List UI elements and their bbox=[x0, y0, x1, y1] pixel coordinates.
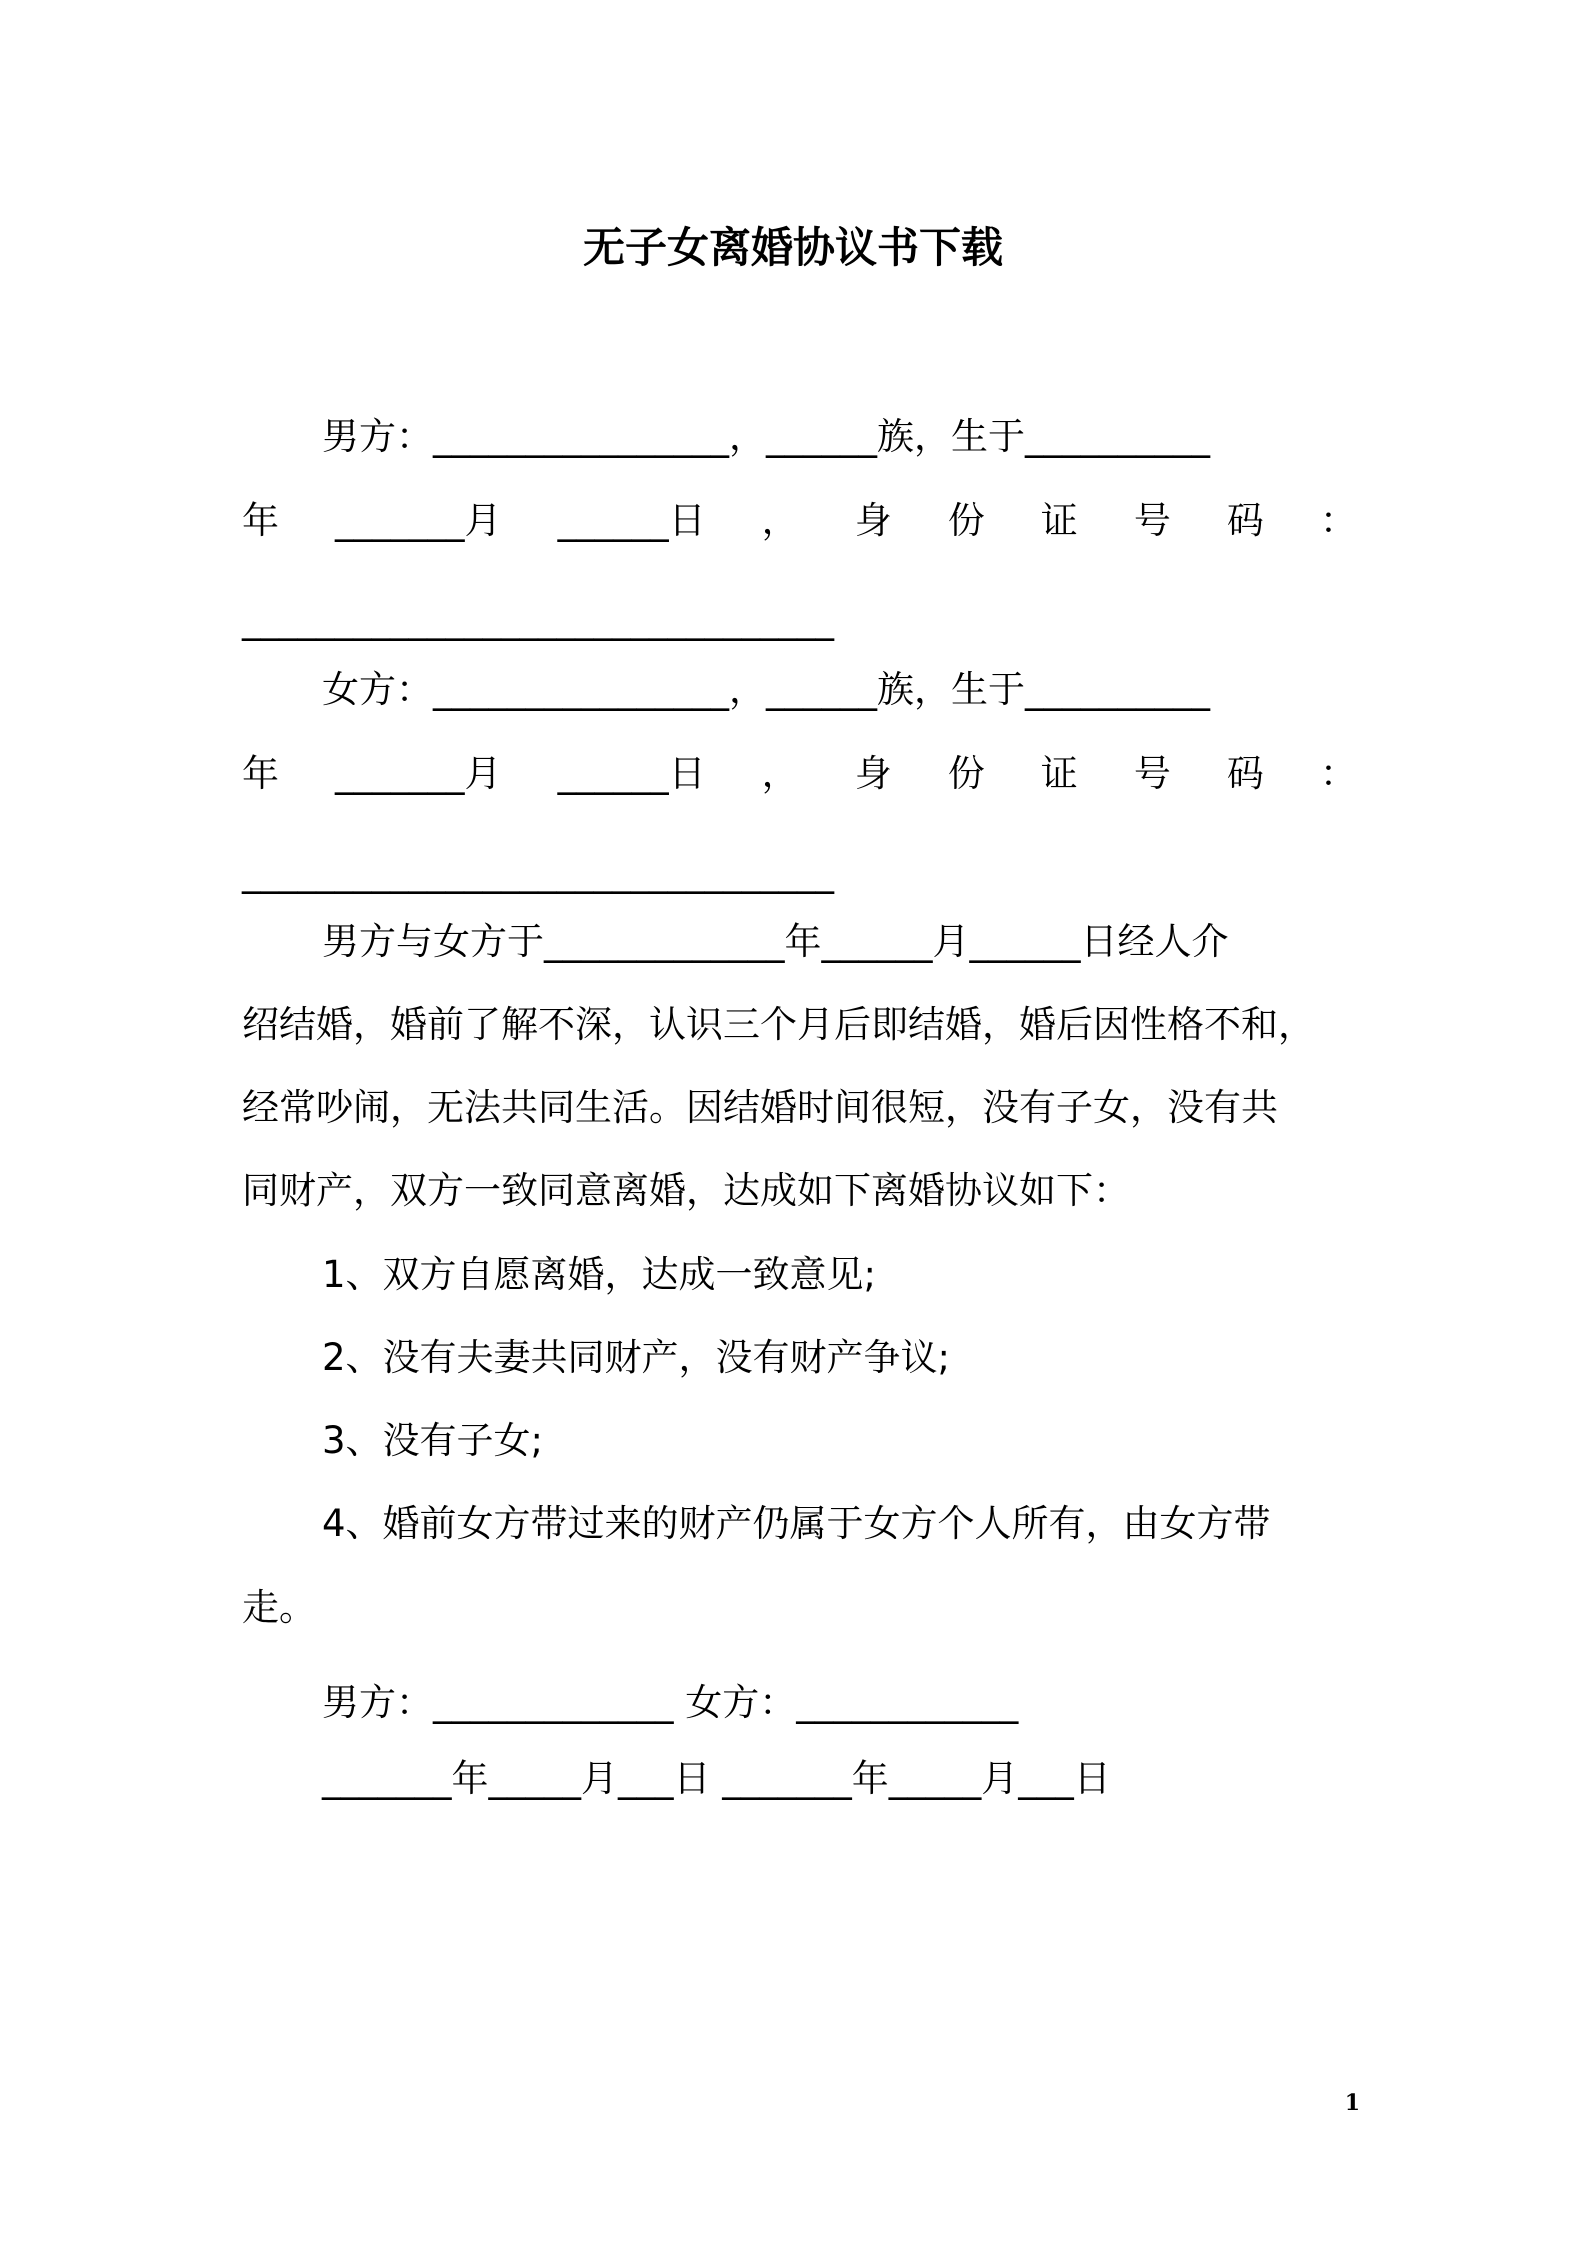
female-id-char-5: 码 bbox=[1226, 752, 1264, 795]
male-id-char-3: 证 bbox=[1040, 499, 1078, 542]
female-year-label: 年 bbox=[242, 752, 279, 795]
female-info-line-1: 女方：________________，______族，生于__________ bbox=[322, 668, 1210, 711]
female-id-blank-line: ________________________________ bbox=[242, 851, 834, 894]
agreement-item-3: 3、没有子女; bbox=[322, 1419, 544, 1462]
female-month-field: _______月 bbox=[335, 752, 502, 795]
signature-line: 男方：_____________ 女方：____________ bbox=[322, 1681, 1019, 1724]
male-id-char-1: 身 bbox=[854, 499, 892, 542]
female-id-char-3: 证 bbox=[1040, 752, 1078, 795]
agreement-item-1: 1、双方自愿离婚，达成一致意见; bbox=[322, 1253, 877, 1296]
female-id-char-4: 号 bbox=[1133, 752, 1171, 795]
document-title: 无子女离婚协议书下载 bbox=[582, 223, 1003, 272]
male-id-char-2: 份 bbox=[947, 499, 985, 542]
female-comma: ， bbox=[761, 752, 799, 795]
body-paragraph-line-3: 经常吵闹，无法共同生活。因结婚时间很短，没有子女，没有共 bbox=[242, 1086, 1278, 1129]
female-colon: ： bbox=[1319, 752, 1357, 795]
male-info-line-2 bbox=[242, 496, 1357, 546]
agreement-item-4-continued: 走。 bbox=[242, 1586, 316, 1629]
male-comma: ， bbox=[761, 499, 799, 542]
body-paragraph-line-4: 同财产，双方一致同意离婚，达成如下离婚协议如下： bbox=[242, 1169, 1130, 1212]
male-month-field: _______月 bbox=[335, 499, 502, 542]
male-day-field: ______日 bbox=[557, 499, 706, 542]
female-info-line-2 bbox=[242, 749, 1357, 799]
female-id-char-1: 身 bbox=[854, 752, 892, 795]
male-id-blank-line: ________________________________ bbox=[242, 598, 834, 641]
signature-date-line: _______年_____月___日 _______年_____月___日 bbox=[322, 1757, 1111, 1800]
agreement-item-4: 4、婚前女方带过来的财产仍属于女方个人所有，由女方带 bbox=[322, 1502, 1271, 1545]
male-info-line-1: 男方：________________，______族，生于__________ bbox=[322, 415, 1210, 458]
page-number: 1 bbox=[1344, 2090, 1360, 2116]
male-id-char-5: 码 bbox=[1226, 499, 1264, 542]
body-paragraph-line-1: 男方与女方于_____________年______月______日经人介 bbox=[322, 920, 1229, 963]
female-day-field: ______日 bbox=[557, 752, 706, 795]
body-paragraph-line-2: 绍结婚，婚前了解不深，认识三个月后即结婚，婚后因性格不和， bbox=[242, 1003, 1315, 1046]
male-colon: ： bbox=[1319, 499, 1357, 542]
female-id-char-2: 份 bbox=[947, 752, 985, 795]
agreement-item-2: 2、没有夫妻共同财产，没有财产争议; bbox=[322, 1336, 951, 1379]
male-year-label: 年 bbox=[242, 499, 279, 542]
male-id-char-4: 号 bbox=[1133, 499, 1171, 542]
